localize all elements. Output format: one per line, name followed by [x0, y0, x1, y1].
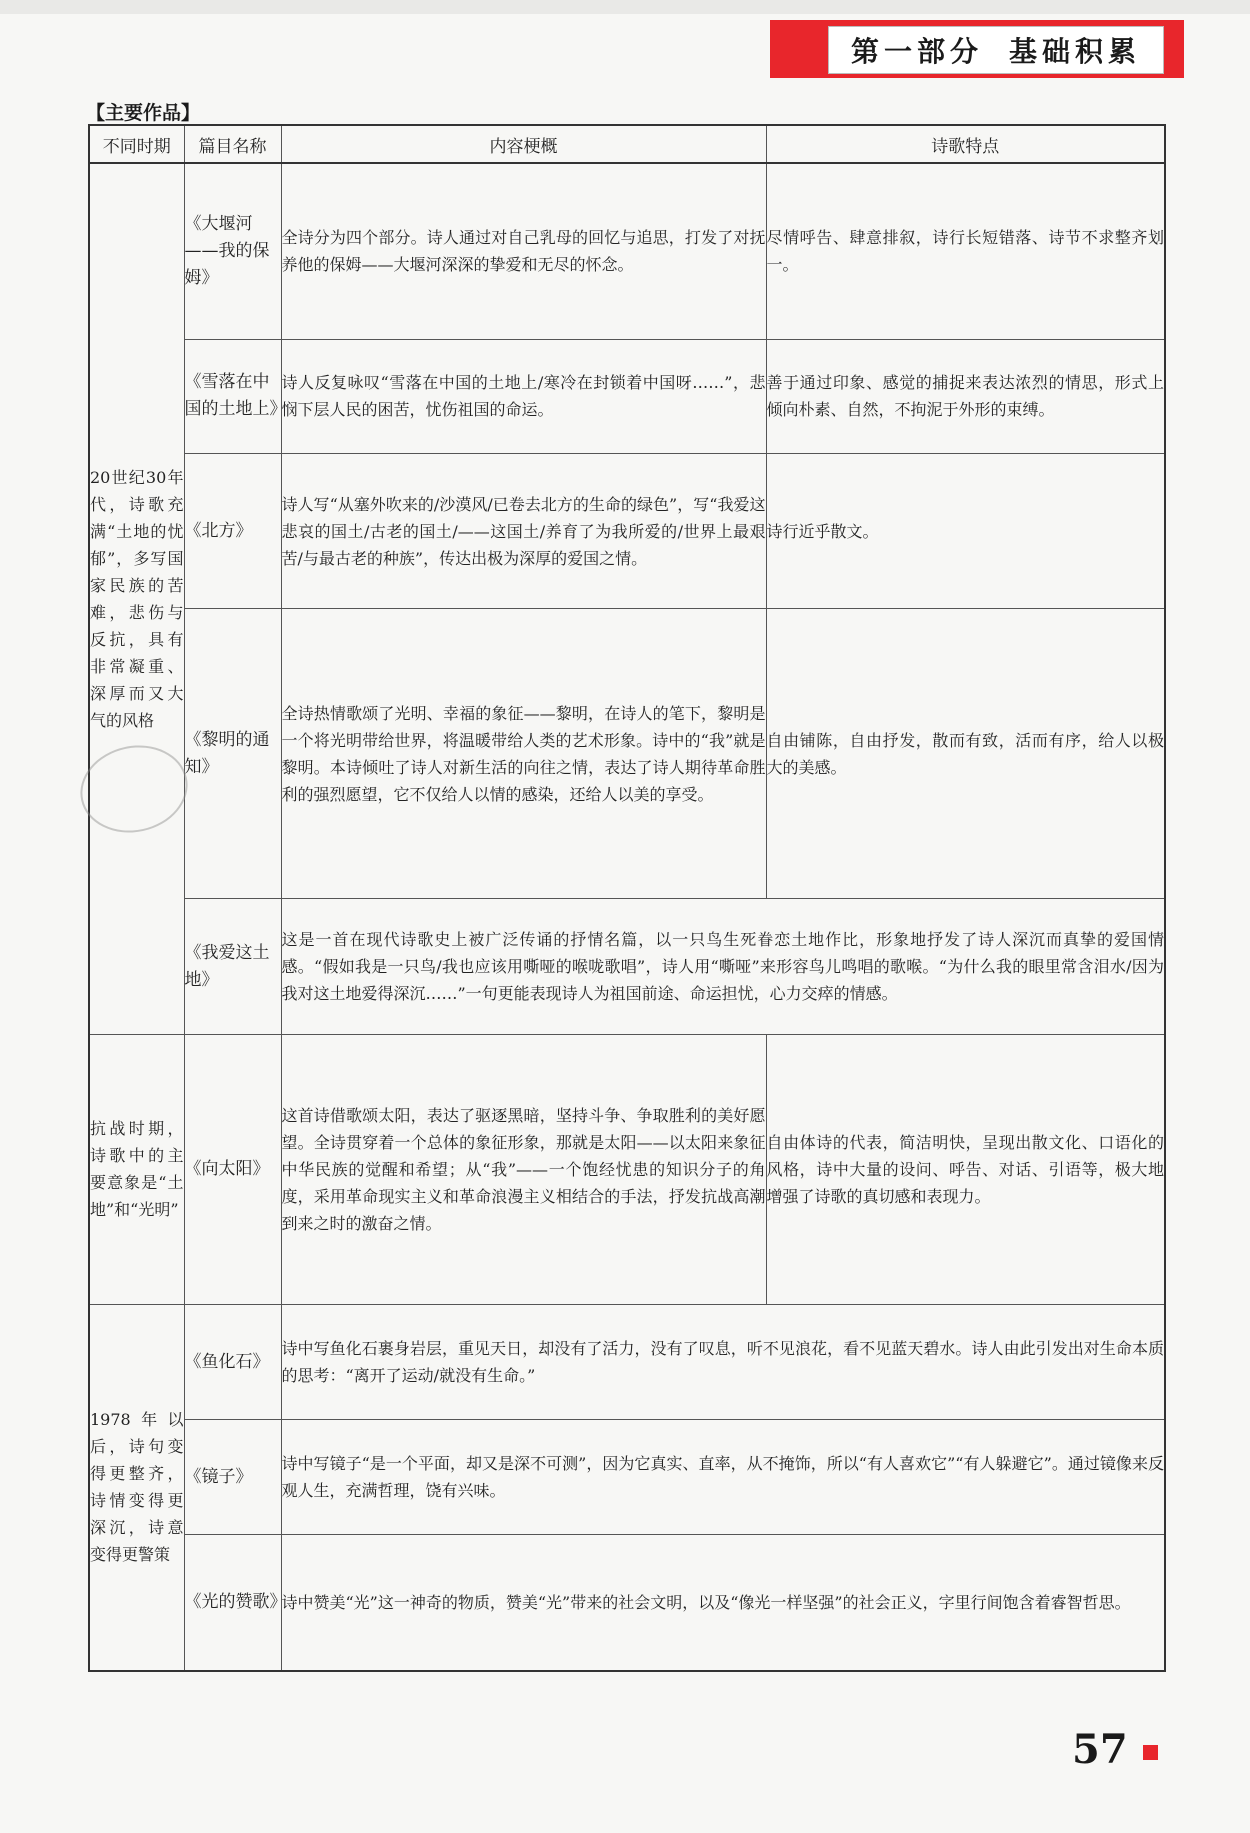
content-cell: 全诗分为四个部分。诗人通过对自己乳母的回忆与追思，打发了对抚养他的保姆——大堰河深深的挚爱和无尽的怀念。: [281, 163, 766, 339]
page-marker-square: [1143, 1745, 1158, 1760]
header-content: 内容梗概: [281, 125, 766, 163]
page-number: 57: [1072, 1726, 1128, 1773]
feature-cell: 尽情呼告、肆意排叙，诗行长短错落、诗节不求整齐划一。: [766, 163, 1165, 339]
title-cell: 《雪落在中国的土地上》: [184, 339, 281, 453]
table-row: [89, 339, 1165, 453]
header-title: 篇目名称: [184, 125, 281, 163]
header-feature: 诗歌特点: [766, 125, 1165, 163]
table-row: [89, 163, 1165, 339]
table-row: [89, 899, 1165, 1034]
table-header-row: [89, 125, 1165, 163]
period-cell: 20世纪30年代，诗歌充满“土地的忧郁”，多写国家民族的苦难，悲伤与反抗，具有非常凝重、深厚而又大气的风格: [89, 163, 184, 1034]
content-cell: 这是一首在现代诗歌史上被广泛传诵的抒情名篇，以一只鸟生死眷恋土地作比，形象地抒发了诗人深沉而真挚的爱国情感。“假如我是一只鸟/我也应该用嘶哑的喉咙歌唱”，诗人用“嘶哑”来形容鸟儿鸣唱的歌喉。“为什么我的眼里常含泪水/因为我对这土地爱得深沉……”一句更能表现诗人为祖国前途、命运担忧，心力交瘁的情感。: [281, 899, 1165, 1034]
header-title-box: [828, 26, 1164, 74]
content-cell: 诗人反复咏叹“雪落在中国的土地上/寒冷在封锁着中国呀……”，悲悯下层人民的困苦，忧伤祖国的命运。: [281, 339, 766, 453]
content-cell: 这首诗借歌颂太阳，表达了驱逐黑暗，坚持斗争、争取胜利的美好愿望。全诗贯穿着一个总体的象征形象，那就是太阳——以太阳来象征中华民族的觉醒和希望；从“我”——一个饱经忧患的知识分子的角度，采用革命现实主义和革命浪漫主义相结合的手法，抒发抗战高潮到来之时的激奋之情。: [281, 1034, 766, 1304]
table-row: [89, 609, 1165, 899]
title-cell: 《我爱这土地》: [184, 899, 281, 1034]
page-top-strip: [0, 0, 1250, 14]
header-period: 不同时期: [89, 125, 184, 163]
feature-cell: 自由体诗的代表，简洁明快，呈现出散文化、口语化的风格，诗中大量的设问、呼告、对话、引语等，极大地增强了诗歌的真切感和表现力。: [766, 1034, 1165, 1304]
table-row: [89, 1304, 1165, 1419]
table-row: [89, 1535, 1165, 1671]
period-cell: 1978年以后，诗句变得更整齐，诗情变得更深沉，诗意变得更警策: [89, 1304, 184, 1671]
works-table: [88, 124, 1166, 1672]
feature-cell: 自由铺陈，自由抒发，散而有致，活而有序，给人以极大的美感。: [766, 609, 1165, 899]
section-label: 【主要作品】: [86, 102, 201, 124]
header-part: 第一部分: [850, 35, 983, 68]
title-cell: 《北方》: [184, 453, 281, 608]
content-cell: 全诗热情歌颂了光明、幸福的象征——黎明，在诗人的笔下，黎明是一个将光明带给世界，将温暖带给人类的艺术形象。诗中的“我”就是黎明。本诗倾吐了诗人对新生活的向往之情，表达了诗人期待革命胜利的强烈愿望，它不仅给人以情的感染，还给人以美的享受。: [281, 609, 766, 899]
content-cell: 诗中赞美“光”这一神奇的物质，赞美“光”带来的社会文明，以及“像光一样坚强”的社会正义，字里行间饱含着睿智哲思。: [281, 1535, 1165, 1671]
table-row: [89, 1420, 1165, 1535]
content-cell: 诗人写“从塞外吹来的/沙漠风/已卷去北方的生命的绿色”，写“我爱这悲哀的国土/古老的国土/——这国土/养育了为我所爱的/世界上最艰苦/与最古老的种族”，传达出极为深厚的爱国之情。: [281, 453, 766, 608]
title-cell: 《光的赞歌》: [184, 1535, 281, 1671]
feature-cell: 善于通过印象、感觉的捕捉来表达浓烈的情思，形式上倾向朴素、自然，不拘泥于外形的束缚。: [766, 339, 1165, 453]
feature-cell: 诗行近乎散文。: [766, 453, 1165, 608]
title-cell: 《向太阳》: [184, 1034, 281, 1304]
table-row: [89, 453, 1165, 608]
table-row: [89, 1034, 1165, 1304]
content-cell: 诗中写鱼化石裹身岩层，重见天日，却没有了活力，没有了叹息，听不见浪花，看不见蓝天碧水。诗人由此引发出对生命本质的思考：“离开了运动/就没有生命。”: [281, 1304, 1165, 1419]
content-cell: 诗中写镜子“是一个平面，却又是深不可测”，因为它真实、直率，从不掩饰，所以“有人喜欢它”“有人躲避它”。通过镜像来反观人生，充满哲理，饶有兴味。: [281, 1420, 1165, 1535]
title-cell: 《大堰河——我的保姆》: [184, 163, 281, 339]
title-cell: 《黎明的通知》: [184, 609, 281, 899]
period-cell: 抗战时期，诗歌中的主要意象是“土地”和“光明”: [89, 1034, 184, 1304]
title-cell: 《镜子》: [184, 1420, 281, 1535]
title-cell: 《鱼化石》: [184, 1304, 281, 1419]
header-title: 基础积累: [1009, 35, 1142, 68]
